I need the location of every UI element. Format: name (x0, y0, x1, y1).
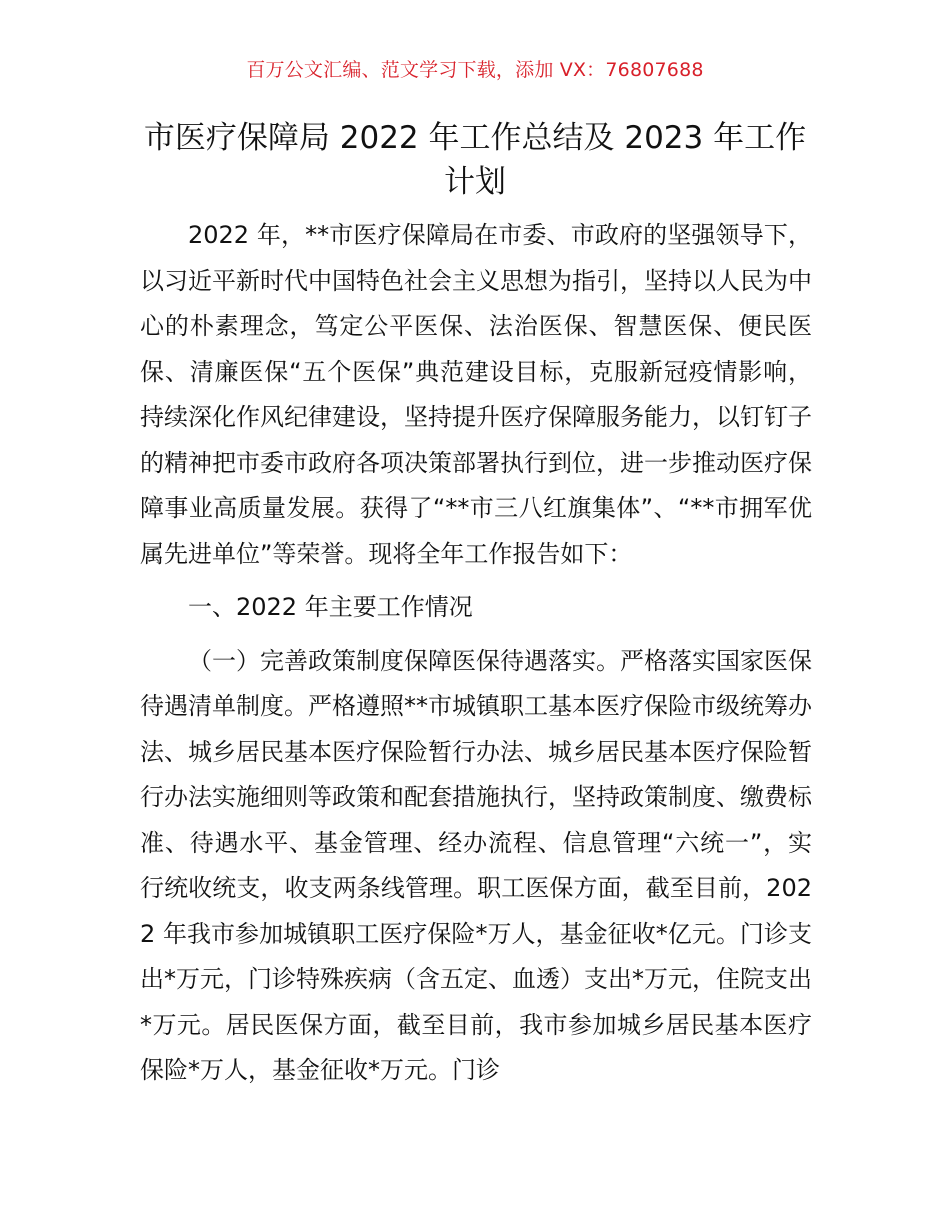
body-paragraph: （一）完善政策制度保障医保待遇落实。严格落实国家医保待遇清单制度。严格遵照**市城镇职工基本医疗保险市级统筹办法、城乡居民基本医疗保险暂行办法、城乡居民基本医疗保险暂行办法实施细则等政策和配套措施执行，坚持政策制度、缴费标准、待遇水平、基金管理、经办流程、信息管理“六统一”，实行统收统支，收支两条线管理。职工医保方面，截至目前，2022 年我市参加城镇职工医疗保险*万人，基金征收*亿元。门诊支出*万元，门诊特殊疾病（含五定、血透）支出*万元，住院支出*万元。居民医保方面，截至目前，我市参加城乡居民基本医疗保险*万人，基金征收*万元。门诊 (140, 646, 812, 1084)
intro-paragraph: 2022 年，**市医疗保障局在市委、市政府的坚强领导下，以习近平新时代中国特色社会主义思想为指引，坚持以人民为中心的朴素理念，笃定公平医保、法治医保、智慧医保、便民医保、清廉医保“五个医保”典范建设目标，克服新冠疫情影响，持续深化作风纪律建设，坚持提升医疗保障服务能力，以钉钉子的精神把市委市政府各项决策部署执行到位，进一步推动医疗保障事业高质量发展。获得了“**市三八红旗集体”、“**市拥军优属先进单位”等荣誉。现将全年工作报告如下： (140, 221, 812, 568)
header-watermark-note: 百万公文汇编、范文学习下载，添加 VX：76807688 (246, 59, 704, 81)
section-heading: 一、2022 年主要工作情况 (188, 593, 473, 621)
document-body (140, 213, 812, 1094)
document-title: 市医疗保障局 2022 年工作总结及 2023 年工作计划 (143, 120, 807, 200)
